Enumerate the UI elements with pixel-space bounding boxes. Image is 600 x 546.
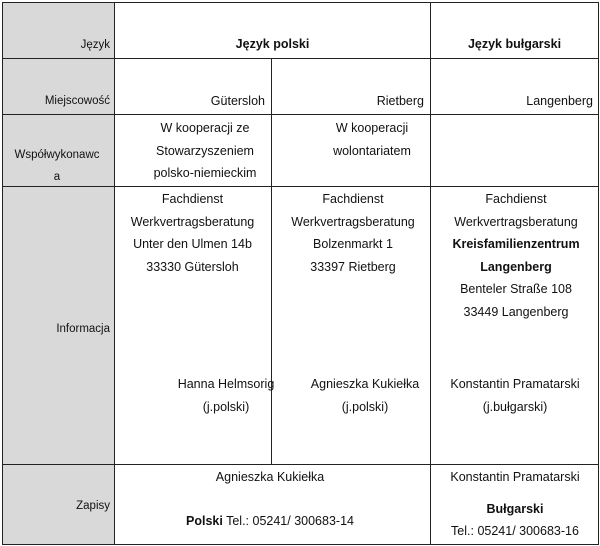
registration-polish-phone-line — [170, 510, 370, 532]
info-col3-address — [436, 188, 596, 323]
location-langenberg: Langenberg — [526, 94, 593, 108]
info-col2-line4: 33397 Rietberg — [310, 259, 396, 274]
label-coorganizer-line2: a — [53, 171, 61, 183]
info-col3-line2: Werkvertragsberatung — [454, 214, 578, 229]
info-col3-bold-line2: Langenberg — [480, 259, 552, 274]
border-row1 — [2, 58, 598, 59]
info-col3-bold-line1: Kreisfamilienzentrum — [452, 237, 580, 251]
registration-bulgarian-phone: Tel.: 05241/ 300683-16 — [451, 524, 579, 538]
border-row4 — [2, 464, 598, 465]
registration-polish — [170, 466, 370, 532]
border-top — [2, 2, 598, 3]
cooperation-col2-line1: W kooperacji — [335, 121, 409, 135]
label-information: Informacja — [56, 323, 110, 335]
border-right — [598, 2, 599, 545]
info-col1-line2: Werkvertragsberatung — [130, 214, 255, 229]
cooperation-col2-line2: wolontariatem — [333, 143, 411, 158]
registration-polish-phone: Tel.: 05241/ 300683-14 — [226, 514, 354, 528]
info-col3-line6: 33449 Langenberg — [463, 304, 569, 319]
info-col1-address — [115, 188, 270, 278]
registration-polish-lang: Polski — [186, 514, 223, 528]
label-coorganizer — [2, 144, 112, 188]
cooperation-col1-line2: Stowarzyszeniem — [156, 143, 254, 158]
header-polish: Język polski — [235, 37, 310, 51]
info-col2-address — [278, 188, 428, 278]
info-col1-line4: 33330 Gütersloh — [146, 259, 239, 274]
border-bottom — [2, 544, 598, 545]
info-col3-line5: Benteler Straße 108 — [460, 282, 572, 296]
info-col2-line1: Fachdienst — [322, 192, 384, 206]
cooperation-col1-line1: W kooperacji ze — [160, 121, 250, 135]
info-col3-contact — [440, 373, 590, 418]
registration-bulgarian-spacer — [435, 488, 595, 498]
label-column — [2, 2, 114, 544]
label-location: Miejscowość — [44, 95, 110, 107]
label-coorganizer-line1: Współwykonawc — [14, 149, 100, 161]
cooperation-col1-line3: polsko-niemieckim — [153, 166, 257, 180]
info-col3-line1: Fachdienst — [485, 192, 547, 206]
info-col2-line2: Werkvertragsberatung — [291, 214, 415, 229]
registration-polish-spacer — [170, 488, 370, 510]
info-col1-contact-name: Hanna Helmsorig — [177, 377, 275, 391]
border-left — [2, 2, 3, 545]
info-col3-contact-name: Konstantin Pramatarski — [450, 377, 580, 391]
registration-bulgarian — [435, 466, 595, 542]
info-col2-contact-name: Agnieszka Kukiełka — [310, 377, 420, 391]
location-rietberg: Rietberg — [376, 94, 424, 108]
info-col1-line1: Fachdienst — [161, 192, 224, 206]
registration-polish-name: Agnieszka Kukiełka — [215, 470, 325, 484]
location-gutersloh: Gütersloh — [210, 94, 265, 108]
info-col2-contact-lang: (j.polski) — [341, 399, 389, 414]
registration-bulgarian-lang: Bułgarski — [486, 502, 544, 516]
info-col2-contact — [300, 373, 430, 418]
info-col1-contact-lang: (j.polski) — [202, 399, 250, 414]
header-bulgarian: Język bułgarski — [467, 37, 562, 51]
border-row2 — [2, 114, 598, 115]
cooperation-col2 — [318, 117, 426, 162]
registration-bulgarian-name: Konstantin Pramatarski — [450, 470, 580, 484]
info-col2-line3: Bolzenmarkt 1 — [313, 237, 393, 251]
info-col3-contact-lang: (j.bułgarski) — [482, 399, 548, 414]
info-col1-line3: Unter den Ulmen 14b — [133, 237, 252, 251]
cooperation-col1 — [140, 117, 270, 185]
border-col2-col3 — [430, 2, 431, 545]
label-registration: Zapisy — [76, 500, 110, 512]
label-language: Język — [80, 39, 110, 51]
